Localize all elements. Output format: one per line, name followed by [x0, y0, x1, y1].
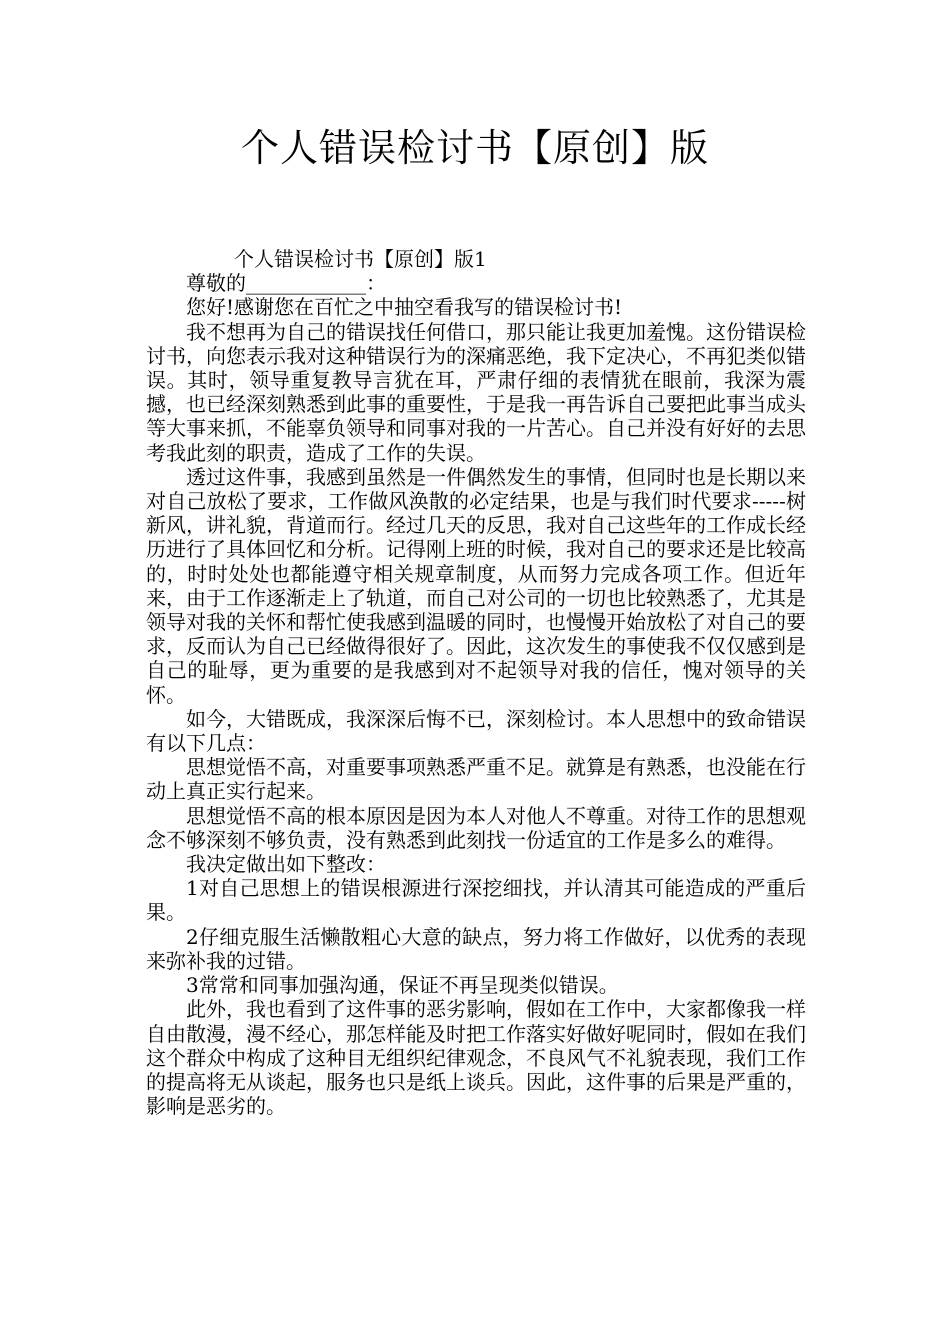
list-item: 2仔细克服生活懒散粗心大意的缺点，努力将工作做好，以优秀的表现来弥补我的过错。 — [146, 924, 806, 973]
paragraph: 我不想再为自己的错误找任何借口，那只能让我更加羞愧。这份错误检讨书，向您表示我对这种错误行为的深痛恶绝，我下定决心，不再犯类似错误。其时，领导重复教导言犹在耳，严肃仔细的表情犹在眼前，我深为震撼，也已经深刻熟悉到此事的重要性，于是我一再告诉自己要把此事当成头等大事来抓，不能辜负领导和同事对我的一片苦心。自己并没有好好的去思考我此刻的职责，造成了工作的失误。 — [146, 319, 806, 465]
paragraph: 如今，大错既成，我深深后悔不已，深刻检讨。本人思想中的致命错误有以下几点： — [146, 706, 806, 756]
paragraph: 透过这件事，我感到虽然是一件偶然发生的事情，但同时也是长期以来对自己放松了要求，工作做风涣散的必定结果，也是与我们时代要求-----树新风，讲礼貌，背道而行。经过几天的反思，我对自己这些年的工作成长经历进行了具体回忆和分析。记得刚上班的时候，我对自己的要求还是比较高的，时时处处也都能遵守相关规章制度，从而努力完成各项工作。但近年来，由于工作逐渐走上了轨道，而自己对公司的一切也比较熟悉了，尤其是领导对我的关怀和帮忙使我感到温暖的同时，也慢慢开始放松了对自己的要求，反而认为自己已经做得很好了。因此，这次发生的事使我不仅仅感到是自己的耻辱，更为重要的是我感到对不起领导对我的信任，愧对领导的关怀。 — [146, 464, 806, 707]
section-heading: 个人错误检讨书【原创】版1 — [234, 247, 487, 271]
paragraph: 思想觉悟不高，对重要事项熟悉严重不足。就算是有熟悉，也没能在行动上真正实行起来。 — [146, 755, 806, 804]
greeting: 您好!感谢您在百忙之中抽空看我写的错误检讨书! — [186, 295, 623, 320]
paragraph: 此外，我也看到了这件事的恶劣影响，假如在工作中，大家都像我一样自由散漫，漫不经心，那怎样能及时把工作落实好做好呢同时，假如在我们这个群众中构成了这种目无组织纪律观念，不良风气不礼貌表现，我们工作的提高将无从谈起，服务也只是纸上谈兵。因此，这件事的后果是严重的，影响是恶劣的。 — [146, 997, 806, 1119]
list-item: 1对自己思想上的错误根源进行深挖细找，并认清其可能造成的严重后果。 — [146, 876, 806, 925]
document-body — [146, 247, 806, 1118]
paragraph: 我决定做出如下整改： — [186, 852, 386, 877]
paragraph: 思想觉悟不高的根本原因是因为本人对他人不尊重。对待工作的思想观念不够深刻不够负责，没有熟悉到此刻找一份适宜的工作是多么的难得。 — [146, 803, 806, 852]
salutation: 尊敬的____________： — [186, 271, 386, 296]
list-item: 3常常和同事加强沟通，保证不再呈现类似错误。 — [186, 973, 619, 998]
document-title: 个人错误检讨书【原创】版 — [240, 126, 709, 170]
